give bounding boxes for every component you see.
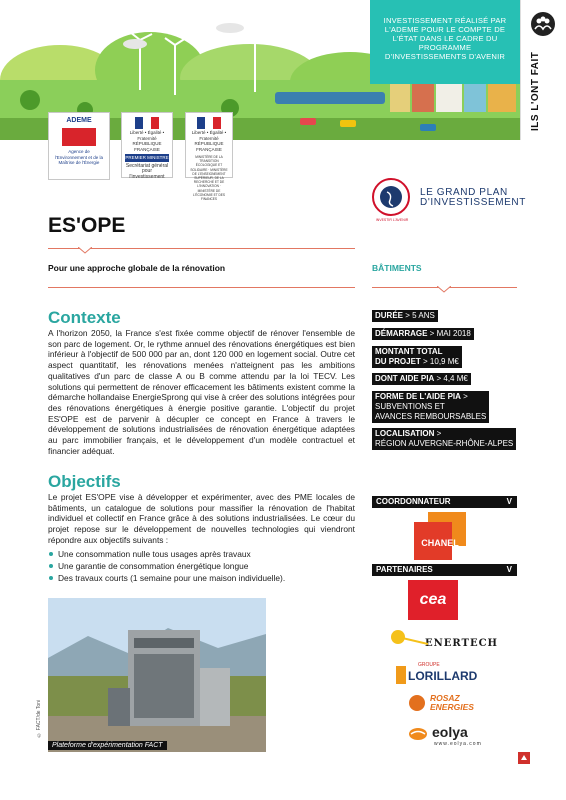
fact-value: >: [460, 392, 468, 401]
ministries-caption: MINISTÈRE DE LA TRANSITION ÉCOLOGIQUE ET SOLIDAIRE · MINISTÈRE DE L'ENSEIGNEMENT SUPÉRIEUR, DE LA RECHERCHE ET DE L'INNOVATION · MINISTÈRE DE L'ÉCONOMIE ET DES FINANCES: [190, 155, 228, 202]
flag-icon: [197, 117, 221, 129]
chevron-down-icon: [437, 286, 451, 293]
fact-label: DÉMARRAGE: [375, 329, 428, 338]
partenaires-label: PARTENAIRES: [376, 565, 433, 574]
contexte-heading: Contexte: [48, 308, 121, 327]
premier-ministre-logo: [121, 112, 173, 178]
fact-value: > MAI 2018: [427, 329, 471, 338]
photo-credit: © FACT/de Toni: [36, 700, 42, 738]
eolya-url: www.eolya.com: [434, 741, 482, 747]
pm-caption: Secrétariat général pour l'investissement: [125, 162, 169, 180]
partner-logo-eolya: [408, 724, 494, 750]
chevron-down-icon: V: [506, 565, 512, 574]
program-box: INVESTISSEMENT RÉALISÉ PAR L'ADEME POUR LE COMPTE DE L'ÉTAT DANS LE CADRE DU PROGRAMME D'INVESTISSEMENTS D'AVENIR: [370, 0, 520, 84]
fact-montant: [372, 346, 462, 368]
plan-line1: LE GRAND PLAN: [420, 187, 508, 198]
flag-icon: [135, 117, 159, 129]
chanel-name: CHANEL: [421, 538, 459, 548]
project-title: ES'OPE: [48, 214, 126, 237]
photo-caption: Plateforme d'expérimentation FACT: [48, 741, 167, 750]
fact-value: AVANCES REMBOURSABLES: [375, 412, 487, 421]
page-marker: [518, 752, 530, 764]
list-item: Une garantie de consommation énergétique longue: [48, 560, 355, 572]
fact-label: DURÉE: [375, 311, 404, 320]
project-subtitle: Pour une approche globale de la rénovation: [48, 263, 226, 273]
objectifs-text: Le projet ES'OPE vise à développer et expérimenter, avec des PME locales de bâtiments, un catalogue de solutions pour massifier la rénovation de l'habitat individuel et collectif en France grâce à des solutions industrialisées. Le cœur du projet repose sur le développement de nouvelles technologies qui viendront répondre aux objectifs suivants :: [48, 492, 355, 545]
ademe-caption: Agence de l'Environnement et de la Maîtrise de l'Énergie: [54, 149, 104, 165]
subtitle-separator: [48, 287, 355, 288]
plan-line2: D'INVESTISSEMENT: [420, 197, 526, 208]
grand-plan-title: [420, 188, 540, 208]
list-item: Une consommation nulle tous usages après travaux: [48, 548, 355, 560]
fact-value: > 5 ANS: [403, 311, 435, 320]
objectifs-heading: Objectifs: [48, 472, 121, 491]
fact-value: SUBVENTIONS ET: [375, 402, 445, 411]
fact-duree: [372, 310, 438, 322]
fact-label: DU PROJET: [375, 357, 421, 366]
fact-localisation: [372, 428, 516, 450]
title-separator: [48, 248, 355, 249]
pm-label: PREMIER MINISTRE: [125, 155, 169, 160]
fact-label: DONT AIDE PIA: [375, 374, 435, 383]
ademe-logo: [48, 112, 110, 180]
partenaires-header[interactable]: [372, 564, 517, 576]
category-label: BÂTIMENTS: [372, 263, 422, 273]
chevron-down-icon: [78, 247, 92, 254]
lorillard-name: LORILLARD: [408, 669, 478, 683]
fact-value: RÉGION AUVERGNE-RHÔNE-ALPES: [375, 439, 514, 448]
partner-logo-enertech: [388, 628, 498, 652]
coordonnateur-header[interactable]: [372, 496, 517, 508]
fact-demarrage: [372, 328, 474, 340]
ademe-name: ADEME: [66, 117, 92, 124]
section-side-label: ILS L'ONT FAIT: [530, 51, 541, 131]
fact-forme: [372, 391, 489, 423]
coordonnateur-label: COORDONNATEUR: [376, 497, 451, 506]
chevron-down-icon: V: [506, 497, 512, 506]
list-item: Des travaux courts (1 semaine pour une maison individuelle).: [48, 572, 355, 584]
fact-value: >: [434, 429, 442, 438]
rosaz-name: ROSAZ ENERGIES: [430, 693, 474, 712]
swirl-icon: [408, 726, 428, 742]
partner-logo-lorillard: [396, 662, 492, 686]
lorillard-group: GROUPE: [418, 662, 440, 668]
seal-text: INVESTIR L'AVENIR: [375, 218, 409, 222]
chanel-logo: [414, 512, 466, 562]
ademe-mark: [62, 128, 96, 146]
objectifs-list: [48, 548, 355, 584]
fact-label: MONTANT TOTAL: [375, 347, 443, 356]
fact-value: > 4,4 M€: [434, 374, 468, 383]
contexte-text: A l'horizon 2050, la France s'est fixée comme objectif de rénover l'ensemble de son parc de logement. Or, le rythme annuel des rénovations énergétiques est bien inférieur à l'objectif de 500 000 par an, dont 120 000 en logement social. Outre cet aspect quantitatif, les rénovations menées n'atteignent pas les ambitions qualitatives d'un parc de classe A ou B comme attendu par la loi TECV. Les solutions qui permettent de rénover efficacement les bâtiments existent comme la démarche hollandaise EnergieSprong qui vise à créer des solutions intégrées pour des rénovations énergétiques à énergie positive garantie. L'objectif du projet ES'OPE est de parvenir à décupler ce concept en France à travers le développement de solutions industrialisées de rénovation énergétique adaptées au parc immobilier français, et le développement d'un modèle contractuel et financier adéquat.: [48, 328, 355, 456]
people-icon: [531, 12, 555, 36]
fact-aide: [372, 373, 471, 385]
ministries-logo: [185, 112, 233, 202]
investir-avenir-seal: [372, 178, 410, 216]
fact-value: > 10,9 M€: [420, 357, 459, 366]
eolya-name: eolya: [432, 724, 468, 740]
enertech-name: ENERTECH: [425, 638, 498, 649]
facility-photo: [48, 598, 266, 752]
partner-logo-rosaz: [408, 692, 488, 716]
sun-icon: [408, 694, 426, 712]
partner-logo-cea: cea: [408, 580, 458, 620]
rf2-caption: Liberté • Égalité • Fraternité RÉPUBLIQUE FRANÇAISE: [191, 130, 227, 152]
fact-label: FORME DE L'AIDE PIA: [375, 392, 461, 401]
rf-caption: Liberté • Égalité • Fraternité RÉPUBLIQUE FRANÇAISE: [129, 130, 165, 152]
fact-label: LOCALISATION: [375, 429, 435, 438]
